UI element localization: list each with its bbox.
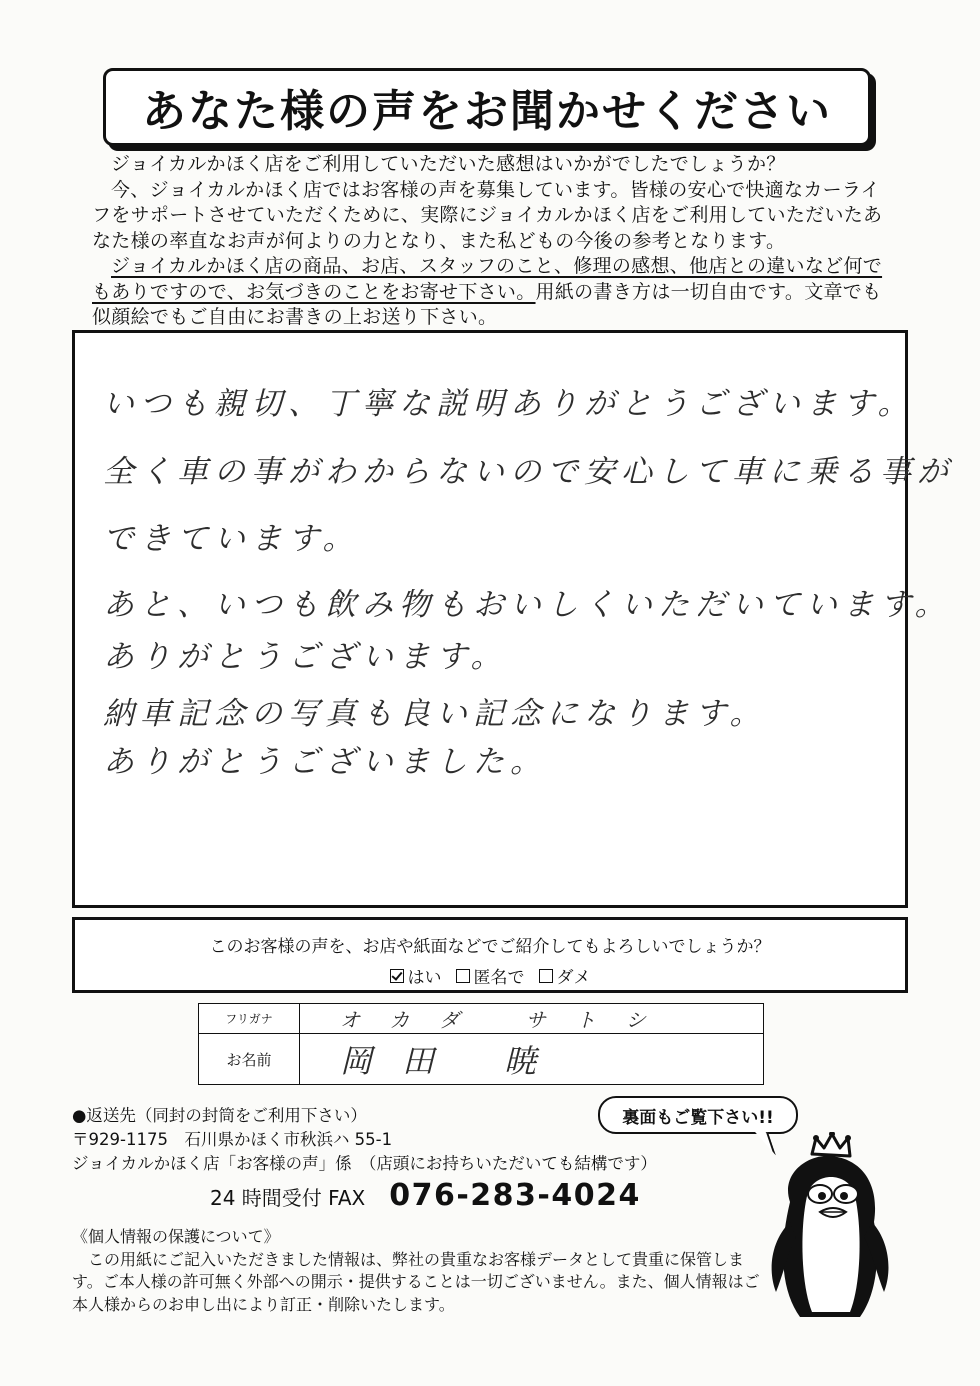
consent-option-label: ダメ — [556, 968, 591, 988]
privacy-heading: 《個人情報の保護について》 — [72, 1227, 280, 1246]
consent-option-no[interactable] — [539, 963, 591, 988]
message-line: ありがとうございます。 — [103, 639, 508, 675]
fax-number: 076-283-4024 — [389, 1178, 641, 1213]
consent-option-label: はい — [407, 968, 442, 988]
message-line: 納車記念の写真も良い記念になります。 — [103, 696, 767, 732]
bubble-text: 裏面もご覧下さい!! — [622, 1107, 774, 1128]
consent-option-yes[interactable] — [390, 963, 442, 988]
intro-line-3 — [92, 254, 892, 331]
consent-option-label: 匿名で — [473, 968, 525, 988]
furigana-value[interactable]: オカダ サトシ — [300, 1004, 764, 1034]
fax-line — [210, 1178, 641, 1213]
penguin-mascot-icon — [750, 1132, 900, 1332]
speech-bubble — [598, 1096, 798, 1134]
intro-line-4: 用紙の書き方は一切自由です。文章でも似顔絵でもご自由にお書きの上お送り下さい。 — [92, 280, 882, 328]
return-info — [72, 1104, 657, 1176]
message-line: いつも親切、丁寧な説明ありがとうございます。 — [103, 386, 915, 422]
intro-text — [92, 152, 892, 331]
page-title: あなた様の声をお聞かせください — [142, 86, 832, 137]
furigana-label: フリガナ — [199, 1004, 300, 1034]
privacy-body: この用紙にご記入いただきました情報は、弊社の貴重なお客様データとして貴重に保管します。ご本人様の許可無く外部への開示・提供することは一切ございません。また、個人情報はご本人様からのお申し出により訂正・削除いたします。 — [72, 1249, 760, 1314]
name-row — [199, 1034, 764, 1085]
checkbox[interactable] — [456, 969, 470, 983]
return-heading: ●返送先（同封の封筒をご利用下さい） — [72, 1106, 367, 1125]
message-box — [72, 330, 954, 908]
name-value[interactable]: 岡田 暁 — [300, 1034, 764, 1085]
message-line: あと、いつも飲み物もおいしくいただいています。 — [103, 587, 952, 623]
consent-question: このお客様の声を、お店や紙面などでご紹介してもよろしいでしょうか？ — [209, 937, 771, 957]
checkbox[interactable] — [539, 969, 553, 983]
consent-option-anonymous[interactable] — [456, 963, 525, 988]
return-address: 〒929-1175 石川県かほく市秋浜ハ 55-1 — [72, 1130, 393, 1149]
message-line: できています。 — [103, 521, 360, 557]
return-recipient: ジョイカルかほく店「お客様の声」係 （店頭にお持ちいただいても結構です） — [72, 1154, 657, 1173]
intro-line-1: ジョイカルかほく店をご利用していただいた感想はいかがでしたでしょうか？ — [111, 153, 786, 175]
message-line: 全く車の事がわからないので安心して車に乗る事が — [103, 454, 954, 490]
consent-box — [72, 917, 908, 993]
title-box — [103, 68, 871, 146]
intro-underlined: ジョイカルかほく店の商品、お店、スタッフのこと、修理の感想、他店との違いなど何でもありですので、お気づきのことをお寄せ下さい。 — [92, 255, 883, 303]
privacy-section — [72, 1226, 772, 1316]
fax-label: 24 時間受付 FAX — [210, 1186, 366, 1210]
intro-line-2: 今、ジョイカルかほく店ではお客様の声を募集しています。皆様の安心で快適なカーライフをサポートさせていただくために、実際にジョイカルかほく店をご利用していただいたあなた様の率直なお声が何よりの力となり、また私どもの今後の参考となります。 — [92, 178, 883, 252]
furigana-row — [199, 1004, 764, 1034]
message-line: ありがとうございました。 — [103, 744, 547, 780]
name-table — [198, 1003, 764, 1085]
checkbox-checked[interactable] — [390, 969, 404, 983]
consent-options — [75, 963, 905, 988]
name-label: お名前 — [199, 1034, 300, 1085]
